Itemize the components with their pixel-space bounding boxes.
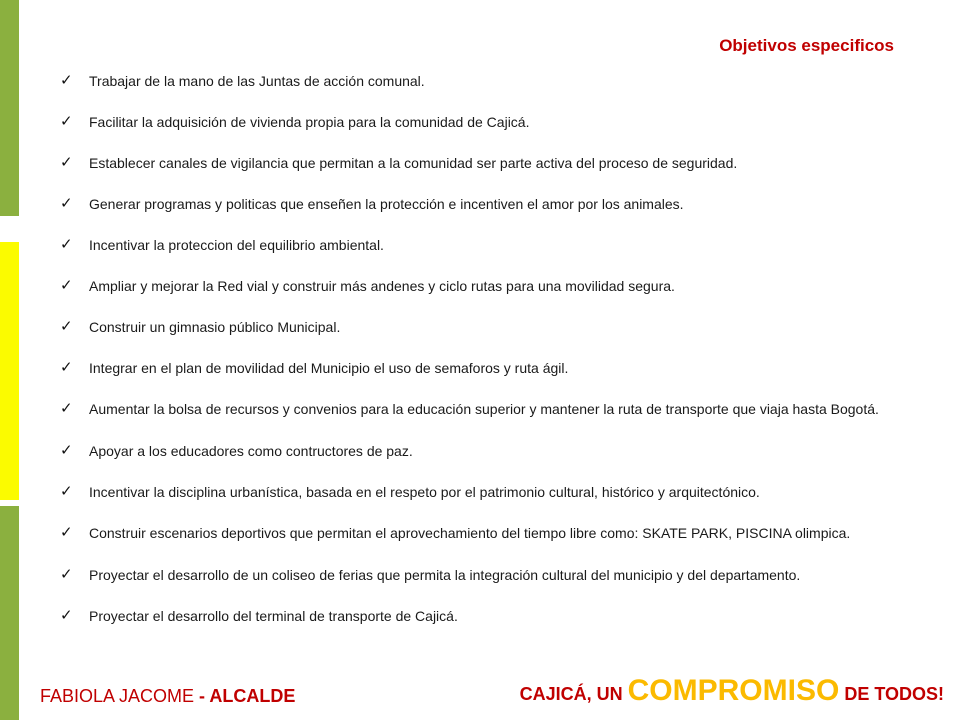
slogan-highlight: COMPROMISO (627, 674, 840, 707)
footer-slogan (520, 674, 944, 708)
list-item (60, 482, 938, 502)
check-mark-icon: ✓ (60, 318, 73, 335)
footer-candidate (40, 686, 295, 707)
list-item (60, 235, 938, 255)
list-item (60, 276, 938, 296)
list-item (60, 358, 938, 378)
check-mark-icon: ✓ (60, 236, 73, 253)
check-mark-icon: ✓ (60, 442, 73, 459)
side-bar-green-top (0, 0, 19, 216)
slogan-part-3: DE TODOS! (839, 684, 944, 704)
footer-separator: - (194, 686, 210, 706)
list-item (60, 606, 938, 626)
check-mark-icon: ✓ (60, 277, 73, 294)
objective-text: Incentivar la disciplina urbanística, basada en el respeto por el patrimonio cultural, histórico y arquitectónico. (89, 484, 760, 500)
slogan-part-1: CAJICÁ, UN (519, 684, 628, 704)
check-mark-icon: ✓ (60, 524, 73, 541)
check-mark-icon: ✓ (60, 154, 73, 171)
check-mark-icon: ✓ (60, 483, 73, 500)
list-item (60, 317, 938, 337)
objective-text: Proyectar el desarrollo de un coliseo de ferias que permita la integración cultural del municipio y del departamento. (89, 567, 801, 583)
list-item (60, 523, 938, 543)
list-item (60, 565, 938, 585)
candidate-name: FABIOLA JACOME (40, 686, 195, 706)
check-mark-icon: ✓ (60, 607, 73, 624)
candidate-role: ALCALDE (209, 686, 296, 706)
list-item (60, 441, 938, 461)
objective-text: Incentivar la proteccion del equilibrio ambiental. (89, 237, 384, 253)
list-item (60, 194, 938, 214)
check-mark-icon: ✓ (60, 113, 73, 130)
objective-text: Construir escenarios deportivos que permitan el aprovechamiento del tiempo libre como: SKATE PARK, PISCINA olimpica. (89, 525, 851, 541)
objective-text: Ampliar y mejorar la Red vial y construir más andenes y ciclo rutas para una movilidad segura. (89, 278, 675, 294)
list-item (60, 153, 938, 173)
side-bar-green-bottom (0, 506, 19, 720)
side-bar-yellow (0, 242, 19, 500)
side-bar-gap (0, 216, 19, 242)
list-item (60, 112, 938, 132)
objective-text: Facilitar la adquisición de vivienda propia para la comunidad de Cajicá. (89, 114, 530, 130)
objective-text: Aumentar la bolsa de recursos y convenios para la educación superior y mantener la ruta de transporte que viaja hasta Bogotá. (89, 401, 879, 417)
side-color-bar (0, 0, 19, 720)
slide-title: Objetivos especificos (719, 36, 894, 55)
objective-text: Construir un gimnasio público Municipal. (89, 319, 341, 335)
objectives-list (60, 71, 938, 647)
objective-text: Generar programas y politicas que enseñen la protección e incentiven el amor por los animales. (89, 196, 684, 212)
check-mark-icon: ✓ (60, 400, 73, 417)
objective-text: Trabajar de la mano de las Juntas de acción comunal. (89, 73, 425, 89)
list-item (60, 399, 938, 419)
check-mark-icon: ✓ (60, 72, 73, 89)
objective-text: Apoyar a los educadores como contructores de paz. (89, 443, 413, 459)
check-mark-icon: ✓ (60, 359, 73, 376)
list-item (60, 71, 938, 91)
objective-text: Proyectar el desarrollo del terminal de transporte de Cajicá. (89, 608, 458, 624)
objective-text: Integrar en el plan de movilidad del Municipio el uso de semaforos y ruta ágil. (89, 360, 569, 376)
check-mark-icon: ✓ (60, 566, 73, 583)
check-mark-icon: ✓ (60, 195, 73, 212)
objective-text: Establecer canales de vigilancia que permitan a la comunidad ser parte activa del proceso de seguridad. (89, 155, 738, 171)
